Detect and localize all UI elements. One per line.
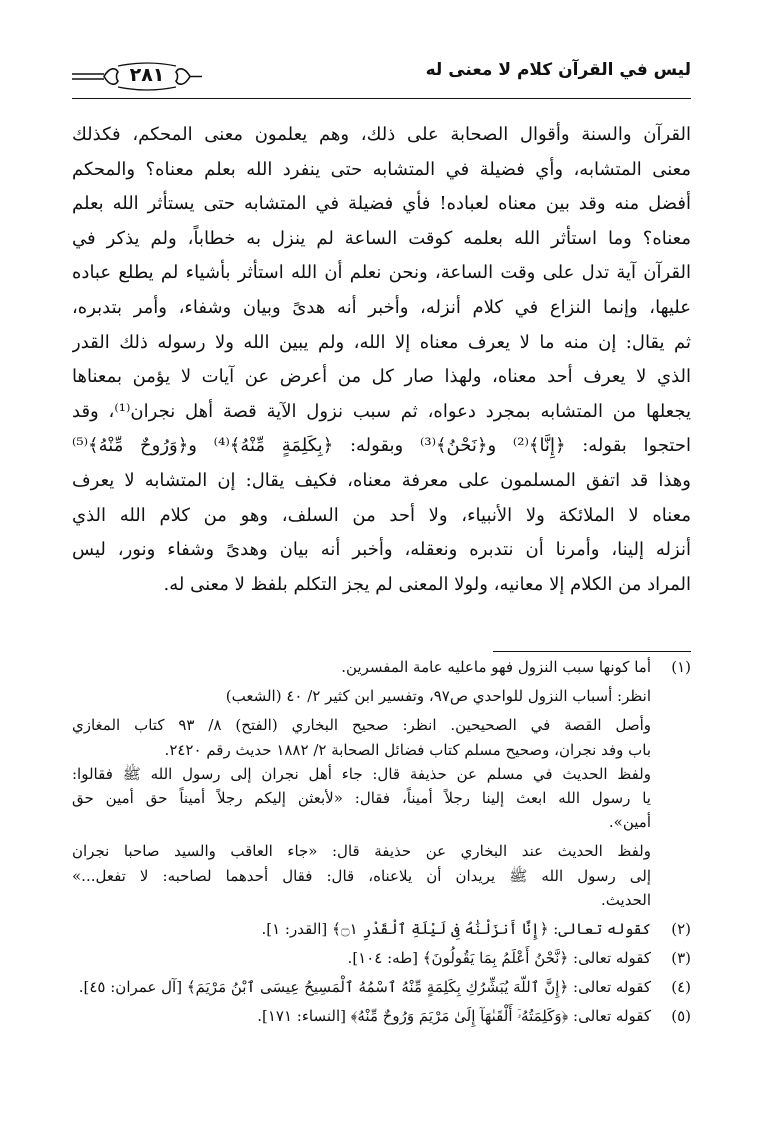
footnote-4	[72, 975, 691, 999]
footnote-3	[72, 946, 691, 970]
footnote-2	[72, 917, 691, 941]
text-line: معنى المتشابه، وأي فضيلة في المتشابه حتى ينفرد الله بعلم معناه؟ والمحكم	[72, 158, 691, 180]
header-rule	[72, 98, 691, 99]
footnote-line: باب وفد نجران، وصحيح مسلم كتاب فضائل الصحابة ٢/ ١٨٨٢ حديث رقم ٢٤٢٠.	[164, 740, 651, 759]
text-line: أفضل منه وقد بين معناه لعباده! فأي فضيلة في المتشابه حتى يستأثر الله بعلم	[72, 193, 691, 215]
text-line: معناه؟ وما استأثر الله بعلمه كوقت الساعة لم ينزل به خطاباً، ولم يذكر في	[72, 227, 691, 249]
text-line: احتجوا بقوله: ﴿إِنَّا﴾⁽²⁾ و﴿نَحْنُ﴾⁽³⁾ وبقوله: ﴿بِكَلِمَةٍ مِّنْهُ﴾⁽⁴⁾ و﴿وَرُوحٌ مِّنْهُ﴾⁽⁵⁾	[72, 435, 691, 457]
text-line: ثم يقال: إن منه ما لا يعرف معناه إلا الله، ولم يبين الله ولا رسوله ذلك القدر	[72, 331, 691, 353]
text-line: القرآن آية تدل على وقت الساعة، ونحن نعلم أن الله استأثر بأشياء لم يطلع عباده	[72, 262, 691, 284]
footnote-line: وأصل القصة في الصحيحين. انظر: صحيح البخاري (الفتح) ٨/ ٩٣ كتاب المغازي	[72, 716, 651, 735]
footnote-number: (٤)	[671, 978, 691, 997]
footnote-line: انظر: أسباب النزول للواحدي ص٩٧، وتفسير ابن كثير ٢/ ٤٠ (الشعب)	[225, 687, 651, 706]
footnote-line: كقوله تعالى: ﴿نَّحْنُ أَعْلَمُ بِمَا يَقُولُونَ﴾ [طه: ١٠٤].	[347, 949, 651, 968]
running-title: ليس في القرآن كلام لا معنى له	[425, 60, 691, 80]
footnote-line: يا رسول الله ابعث إلينا رجلاً أميناً، فقال: «لأبعثن إليكم رجلاً أميناً حق أمين حق	[72, 788, 651, 807]
footnote-line: أمين».	[608, 813, 651, 832]
page-header	[72, 58, 691, 106]
text-line: معناه لا الملائكة ولا الأنبياء، ولا أحد من السلف، وهو من كلام الله الذي	[72, 504, 691, 526]
text-line: القرآن والسنة وأقوال الصحابة على ذلك، وهم يعلمون معنى المحكم، فكذلك	[72, 124, 691, 145]
text-line: يجعلها من المتشابه بمجرد دعواه، ثم سبب نزول الآية قصة أهل نجران⁽¹⁾، وقد	[72, 400, 691, 422]
footnote-number: (٣)	[671, 949, 691, 968]
footnote-line: ولفظ الحديث عند البخاري عن حذيفة قال: «جاء العاقب والسيد صاحبا نجران	[72, 842, 651, 861]
footnote-number: (٥)	[671, 1007, 691, 1026]
text-line: الذي لا يعرف أحد معناه، ولهذا صار كل من أعرض عن آيات لا يؤمن بمعناها	[72, 366, 691, 388]
footnote-line: إلى رسول الله ﷺ يريدان أن يلاعناه، قال: فقال أحدهما لصاحبه: لا تفعل...»	[72, 866, 651, 885]
footnote-line: كقوله تعالى: ﴿وَكَلِمَتُهُۥٓ أَلْقَىٰهَآ إِلَىٰ مَرْيَمَ وَرُوحٌ مِّنْهُ﴾ [النساء: ١٧١].	[257, 1007, 651, 1026]
text-line: أنزله إلينا، وأمرنا أن نتدبره ونعقله، وأخبر أنه بيان وهدىً وشفاء ونور، ليس	[72, 539, 691, 561]
footnote-separator	[493, 651, 691, 652]
footnote-line: أما كونها سبب النزول فهو ماعليه عامة المفسرين.	[341, 658, 651, 676]
page-number-ornament	[72, 58, 202, 98]
footnote-number: (٢)	[671, 919, 691, 938]
footnotes	[72, 655, 691, 1029]
text-line: وهذا قد اتفق المسلمون على معرفة معناه، فكيف يقال: إن المتشابه لا يعرف	[72, 469, 691, 491]
page-number: ٢٨١	[129, 64, 165, 86]
footnote-1	[72, 655, 691, 912]
footnote-line: كقوله تعالى: ﴿إِنَّ ٱللَّهَ يُبَشِّرُكِ بِكَلِمَةٍ مِّنْهُ ٱسْمُهُ ٱلْمَسِيحُ عِيسَى ٱبْنُ مَرْيَمَ﴾ [آل عمران: ٤٥].	[78, 978, 651, 997]
main-text	[72, 118, 691, 602]
text-line: المراد من الكلام إلا معانيه، ولولا المعنى لم يجز التكلم بلفظ لا معنى له.	[163, 573, 691, 595]
footnote-line: كقوله تعالى: ﴿إِنَّا أَنزَلْنَٰهُ فِى لَيْلَةِ ٱلْقَدْرِ ۝١﴾ [القدر: ١].	[261, 919, 651, 938]
footnote-5	[72, 1004, 691, 1028]
text-line: عليها، وإنما النزاع في كلام أنزله، وأخبر أنه هدىً وبيان وشفاء، وأمر بتدبره،	[72, 296, 691, 318]
footnote-number: (١)	[671, 658, 691, 676]
footnote-line: الحديث.	[601, 890, 651, 909]
footnote-line: ولفظ الحديث في مسلم عن حذيفة قال: جاء أهل نجران إلى رسول الله ﷺ فقالوا:	[72, 764, 651, 783]
